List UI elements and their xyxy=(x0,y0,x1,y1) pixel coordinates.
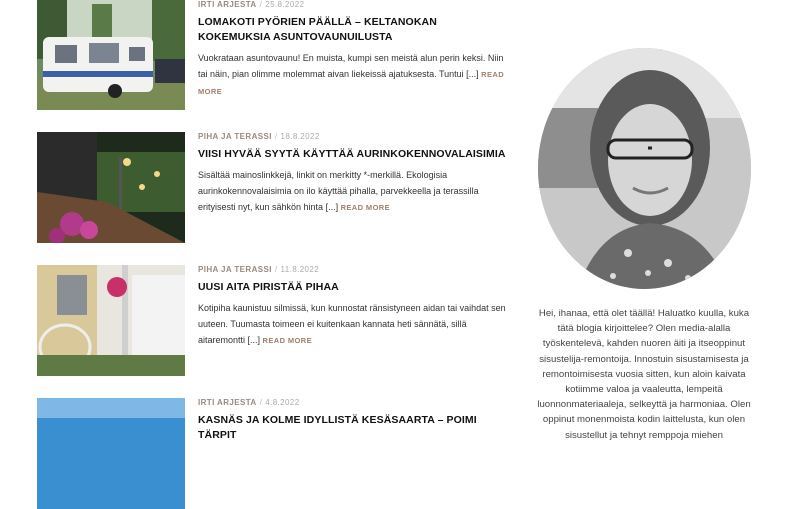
post-meta xyxy=(198,265,508,274)
read-more-link[interactable]: READ MORE xyxy=(262,336,312,345)
post-title-link[interactable]: KASNÄS JA KOLME IDYLLISTÄ KESÄSAARTA – POIMI TÄRPIT xyxy=(198,414,477,441)
read-more-link[interactable]: READ MORE xyxy=(340,203,391,212)
post-meta xyxy=(198,0,508,9)
meta-separator: / xyxy=(259,398,263,407)
author-bio: Hei, ihanaa, että olet täällä! Haluatko kuulla, kuka tätä blogia kirjoittelee? Olen media-alalla työskentelevä, kahden nuoren äiti ja itseoppinut sisustelija-remontoija. Innostuin sisustamisesta ja remontoimisesta vuosia sitten, kun aloin kaivata kotiimme valoa ja vaaleutta, lempeitä luonnonmateriaaleja, selkeyttä ja harmoniaa. Olen oppinut monenmoista kodin laittelusta, kun olen sisustellut ja tehnyt remppoja miehen xyxy=(537,308,751,441)
post-meta xyxy=(198,132,508,141)
post-excerpt xyxy=(198,300,508,349)
post-thumbnail-sea[interactable] xyxy=(37,398,185,509)
post-title-link[interactable]: LOMAKOTI PYÖRIEN PÄÄLLÄ – KELTANOKAN KOKEMUKSIA ASUNTOVAUNUILUSTA xyxy=(198,16,437,43)
meta-separator: / xyxy=(274,265,278,274)
post-date: 18.8.2022 xyxy=(280,132,320,141)
post-thumbnail-caravan[interactable] xyxy=(37,0,185,110)
meta-separator: / xyxy=(274,132,278,141)
post-thumbnail-garden-lights[interactable] xyxy=(37,132,185,243)
post-title-link[interactable]: VIISI HYVÄÄ SYYTÄ KÄYTTÄÄ AURINKOKENNOVALAISIMIA xyxy=(198,148,506,160)
post-category-link[interactable]: IRTI ARJESTA xyxy=(198,398,257,407)
post-category-link[interactable]: PIHA JA TERASSI xyxy=(198,132,272,141)
post-date: 11.8.2022 xyxy=(280,265,320,274)
post-thumbnail-fence[interactable] xyxy=(37,265,185,376)
meta-separator: / xyxy=(259,0,263,9)
excerpt-text: Vuokrataan asuntovaunu! En muista, kumpi sen meistä alun perin keksi. Niin tai näin, pian olimme molemmat aivan liekeissä ajatuksesta. Tuntui [...] xyxy=(198,53,504,79)
excerpt-text: Sisältää mainoslinkkejä, linkit on merkitty *-merkillä. Ekologisia aurinkokennovalaisimia on ilo käyttää pihalla, parvekkeella ja terassilla erityisesti nyt, kun sähkön hinta [...] xyxy=(198,170,479,212)
post-title-link[interactable]: UUSI AITA PIRISTÄÄ PIHAA xyxy=(198,281,339,293)
post-date: 25.8.2022 xyxy=(265,0,305,9)
read-more-link[interactable]: READ MORE xyxy=(198,70,505,96)
post-category-link[interactable]: PIHA JA TERASSI xyxy=(198,265,272,274)
post-meta xyxy=(198,398,508,407)
post-excerpt xyxy=(198,167,508,216)
post-excerpt xyxy=(198,50,508,100)
author-portrait xyxy=(538,48,751,289)
post-category-link[interactable]: IRTI ARJESTA xyxy=(198,0,257,9)
post-date: 4.8.2022 xyxy=(265,398,300,407)
excerpt-text: Kotipiha kaunistuu silmissä, kun kunnostat ränsistyneen aidan tai vaihdat sen uuteen. Tuumasta toimeen ei kuitenkaan kannata heti sännätä, sillä aitaremontti [...] xyxy=(198,303,506,345)
